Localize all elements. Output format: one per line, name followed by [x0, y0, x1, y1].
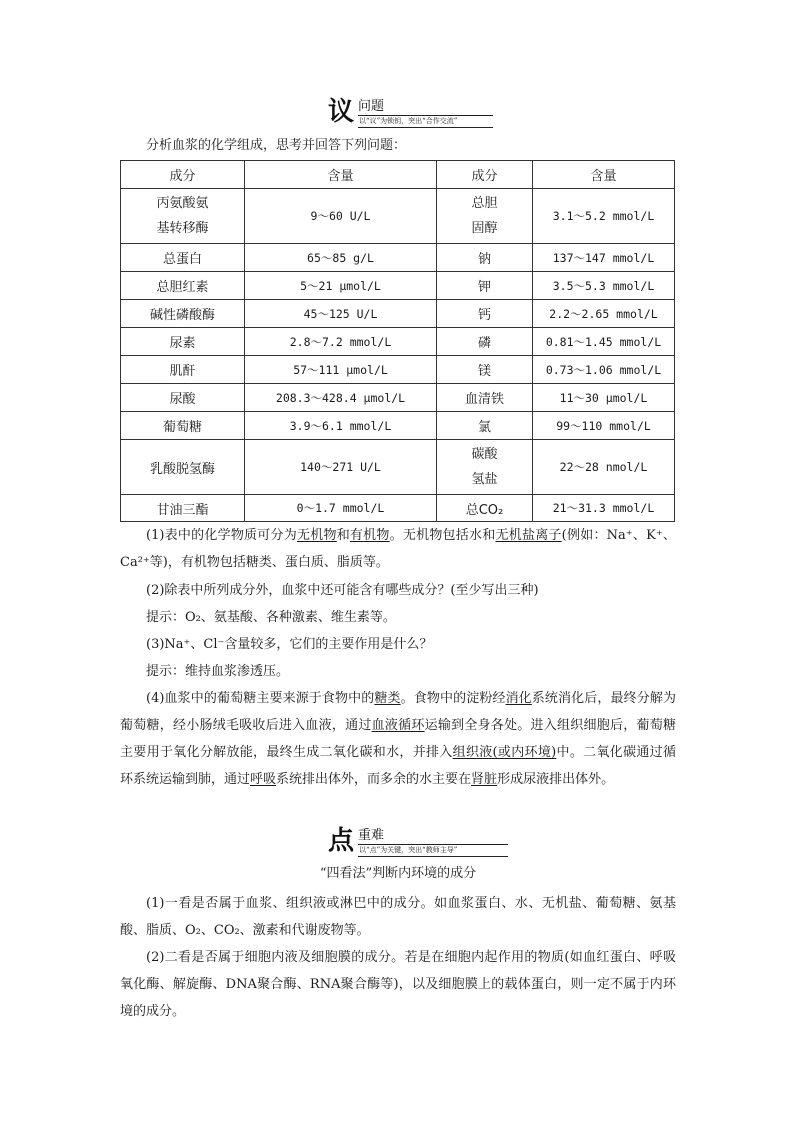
q1-text: (例如：Na⁺、K⁺、Ca²⁺等)，有机物包括糖类、蛋白质、脂质等。	[120, 528, 676, 570]
table-header-cell: 含量	[533, 161, 675, 189]
q1-text: (1)表中的化学物质可分为	[146, 528, 297, 543]
table-row	[121, 412, 675, 440]
question-1	[120, 522, 676, 576]
content-cell: 0～1.7 mmol/L	[245, 495, 437, 522]
banner-word: 问题	[358, 99, 385, 114]
q4-text: 中。二氧化碳通过循环系统运输到肺，通过	[120, 745, 676, 787]
table-header-row	[121, 161, 675, 189]
component-cell: 尿素	[121, 328, 245, 356]
component-cell: 葡萄糖	[121, 412, 245, 440]
component-line: 丙氨酸氨	[156, 196, 209, 211]
content-cell: 11～30 μmol/L	[533, 384, 675, 412]
banner-big-char: 议	[328, 97, 355, 127]
component-cell: 镁	[437, 356, 533, 384]
table-row	[121, 300, 675, 328]
q1-underline: 无机盐离子	[495, 528, 562, 543]
table-row	[121, 328, 675, 356]
banner-subtitle: 以“议”为锁钥，突出“合作交流”	[359, 117, 458, 125]
component-cell	[121, 189, 245, 244]
banner-big-char: 点	[328, 826, 355, 856]
content-cell: 2.2～2.65 mmol/L	[533, 300, 675, 328]
q4-text: 。食物中的淀粉经	[400, 691, 506, 706]
component-cell	[437, 440, 533, 495]
content-cell: 21～31.3 mmol/L	[533, 495, 675, 522]
content-cell: 208.3～428.4 μmol/L	[245, 384, 437, 412]
answer-3	[120, 658, 676, 685]
component-cell: 总蛋白	[121, 244, 245, 272]
q4-text: (4)血浆中的葡萄糖主要来源于食物中的	[146, 691, 375, 706]
component-line: 固醇	[471, 221, 498, 236]
plasma-composition-table	[120, 160, 675, 522]
q1-text: 。无机物包括水和	[389, 528, 496, 543]
question-2	[120, 577, 676, 604]
table-row	[121, 272, 675, 300]
q1-underline: 无机物	[296, 528, 337, 543]
component-cell: 总胆红素	[121, 272, 245, 300]
banner-rule	[358, 844, 508, 845]
q4-underline: 肾脏	[471, 772, 498, 787]
component-cell: 钠	[437, 244, 533, 272]
content-cell: 2.8～7.2 mmol/L	[245, 328, 437, 356]
component-cell: 尿酸	[121, 384, 245, 412]
a2-text: 提示：O₂、氨基酸、各种激素、维生素等。	[146, 610, 396, 625]
component-line: 氢盐	[471, 472, 498, 487]
rule-2	[120, 944, 676, 1025]
component-cell: 甘油三酯	[121, 495, 245, 522]
q2-text: (2)除表中所列成分外，血浆中还可能含有哪些成分？(至少写出三种)	[146, 583, 539, 598]
content-cell: 45～125 U/L	[245, 300, 437, 328]
component-cell: 钙	[437, 300, 533, 328]
component-line: 基转移酶	[156, 221, 209, 236]
component-cell: 钾	[437, 272, 533, 300]
intro-text	[146, 132, 676, 159]
banner-rule-bottom	[358, 856, 508, 857]
q4-underline: 呼吸	[250, 772, 277, 787]
content-cell: 0.81～1.45 mmol/L	[533, 328, 675, 356]
banner-rule-bottom	[358, 127, 493, 128]
q1-text: 和	[336, 528, 350, 543]
content-cell: 137～147 mmol/L	[533, 244, 675, 272]
table-header-cell: 成分	[121, 161, 245, 189]
section-banner-key-points	[328, 826, 518, 860]
component-cell: 血清铁	[437, 384, 533, 412]
content-cell: 3.1～5.2 mmol/L	[533, 189, 675, 244]
table-row	[121, 356, 675, 384]
content-cell: 5～21 μmol/L	[245, 272, 437, 300]
content-cell: 0.73～1.06 mmol/L	[533, 356, 675, 384]
banner-word: 重难	[358, 828, 385, 843]
q4-text: 形成尿液排出体外。	[497, 772, 615, 787]
section2-title: “四看法”判断内环境的成分	[319, 866, 477, 881]
content-cell: 99～110 mmol/L	[533, 412, 675, 440]
component-line: 总胆	[471, 196, 498, 211]
q4-text: 系统消化后，最终分解为葡萄糖，经小肠绒毛吸收后进入血液，通过	[120, 691, 676, 733]
table-row	[121, 189, 675, 244]
q4-underline: 糖类	[374, 691, 401, 706]
component-cell: 氯	[437, 412, 533, 440]
q3-text: (3)Na⁺、Cl⁻含量较多，它们的主要作用是什么？	[146, 637, 433, 652]
table-row	[121, 440, 675, 495]
rule-1	[120, 890, 676, 944]
component-cell: 乳酸脱氢酶	[121, 440, 245, 495]
banner-rule	[358, 115, 493, 116]
content-cell: 9～60 U/L	[245, 189, 437, 244]
table-row	[121, 495, 675, 522]
q4-text: 运输到全身各处。进入组织细胞后，葡萄糖主要用于氧化分解放能，最终生成二氧化碳和水，并排入	[120, 718, 676, 760]
q4-underline: 消化	[505, 691, 532, 706]
intro-line: 分析血浆的化学组成，思考并回答下列问题：	[146, 138, 407, 153]
component-cell: 磷	[437, 328, 533, 356]
table-header-cell: 成分	[437, 161, 533, 189]
banner-subtitle: 以“点”为关键，突出“教师主导”	[359, 846, 458, 854]
content-cell: 140～271 U/L	[245, 440, 437, 495]
q1-underline: 有机物	[349, 528, 390, 543]
question-3	[120, 631, 676, 658]
table-row	[121, 244, 675, 272]
question-4	[120, 685, 676, 793]
q4-underline: 血液循环	[371, 718, 425, 733]
content-cell: 22～28 nmol/L	[533, 440, 675, 495]
table-header-cell: 含量	[245, 161, 437, 189]
content-cell: 65～85 g/L	[245, 244, 437, 272]
content-cell: 3.9～6.1 mmol/L	[245, 412, 437, 440]
component-cell: 肌酐	[121, 356, 245, 384]
component-cell	[437, 189, 533, 244]
answer-2	[120, 604, 676, 631]
component-line: 碳酸	[471, 447, 498, 462]
content-cell: 57～111 μmol/L	[245, 356, 437, 384]
q4-underline: 组织液(或内环境)	[452, 745, 557, 760]
rule-2-text: (2)二看是否属于细胞内液及细胞膜的成分。若是在细胞内起作用的物质(如血红蛋白、呼吸氧化酶、解旋酶、DNA聚合酶、RNA聚合酶等)，以及细胞膜上的载体蛋白，则一定不属于内环境的成分。	[120, 950, 676, 1019]
a3-text: 提示：维持血浆渗透压。	[146, 664, 290, 679]
content-cell: 3.5～5.3 mmol/L	[533, 272, 675, 300]
q4-text: 系统排出体外，而多余的水主要在	[276, 772, 472, 787]
component-cell: 总CO₂	[437, 495, 533, 522]
section-banner-discuss	[328, 97, 498, 131]
table-row	[121, 384, 675, 412]
component-cell: 碱性磷酸酶	[121, 300, 245, 328]
rule-1-text: (1)一看是否属于血浆、组织液或淋巴中的成分。如血浆蛋白、水、无机盐、葡萄糖、氨基酸、脂质、O₂、CO₂、激素和代谢废物等。	[120, 896, 676, 938]
